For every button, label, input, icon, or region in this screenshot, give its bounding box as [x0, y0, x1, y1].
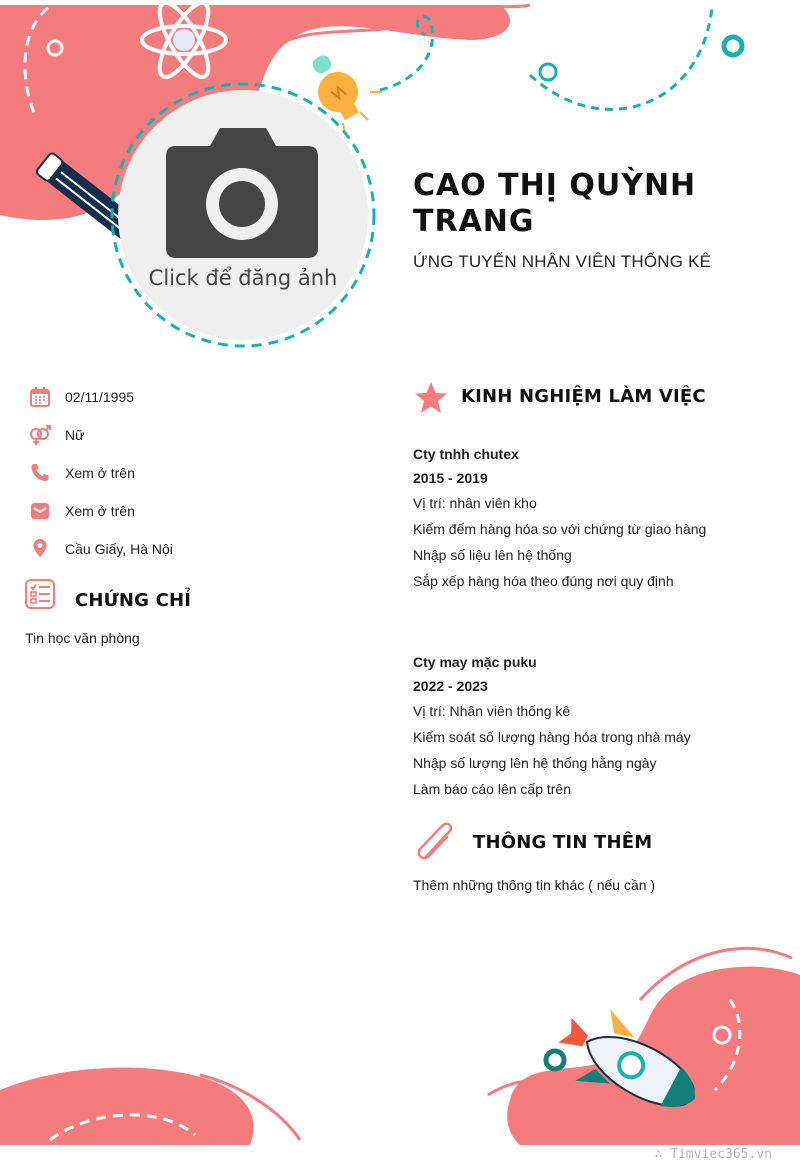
- job-period: 2022 - 2023: [413, 678, 488, 694]
- certificate-item: Tin học văn phòng: [25, 630, 140, 646]
- contact-email: [28, 499, 358, 523]
- job-detail: Kiểm soát số lượng hàng hóa trong nhà máy: [413, 729, 691, 745]
- contact-birthday: [28, 385, 358, 409]
- job-detail: Nhập số liệu lên hệ thống: [413, 547, 572, 563]
- job-detail: Làm báo cáo lên cấp trên: [413, 781, 571, 797]
- contact-address: [28, 537, 358, 561]
- watermark-icon: ∴: [654, 1147, 671, 1162]
- watermark: [655, 1147, 772, 1162]
- experience-title: KINH NGHIỆM LÀM VIỆC: [461, 386, 706, 407]
- avatar-upload[interactable]: [118, 90, 368, 340]
- email-text: Xem ở trên: [65, 503, 135, 519]
- calendar-icon: [28, 385, 52, 409]
- job-company: Cty tnhh chutex: [413, 446, 519, 462]
- job-detail: Sắp xếp hàng hóa theo đúng nơi quy định: [413, 573, 674, 589]
- phone-text: Xem ở trên: [65, 465, 135, 481]
- checklist-icon: [24, 578, 56, 610]
- birthday-text: 02/11/1995: [65, 389, 135, 405]
- address-text: Cầu Giấy, Hà Nội: [65, 541, 173, 557]
- job-detail: Vị trí: Nhân viên thống kê: [413, 703, 571, 719]
- job-company: Cty may mặc puku: [413, 654, 537, 670]
- extra-info-text: Thêm những thông tin khác ( nếu cần ): [413, 877, 656, 893]
- watermark-text: Timviec365.vn: [670, 1147, 772, 1162]
- contact-phone: [28, 461, 358, 485]
- gender-icon: [28, 423, 52, 447]
- email-icon: [28, 499, 52, 523]
- job-detail: Vị trí: nhân viên kho: [413, 495, 537, 511]
- job-detail: Kiểm đếm hàng hóa so với chứng từ giao hàng: [413, 521, 707, 537]
- contact-gender: [28, 423, 358, 447]
- location-pin-icon: [28, 537, 52, 561]
- applied-position: ỨNG TUYỂN NHÂN VIÊN THỐNG KÊ: [413, 252, 712, 271]
- job-detail: Nhập số lượng lên hệ thống hằng ngày: [413, 755, 657, 771]
- paperclip-icon: [415, 822, 459, 864]
- photo-caption: Click để đăng ảnh: [148, 266, 338, 290]
- certificates-title: CHỨNG CHỈ: [75, 590, 192, 611]
- star-icon: [413, 380, 449, 416]
- gender-text: Nữ: [65, 427, 85, 443]
- extra-info-title: THÔNG TIN THÊM: [473, 832, 653, 853]
- candidate-name: CAO THỊ QUỲNH TRANG: [413, 168, 697, 239]
- phone-icon: [28, 461, 52, 485]
- camera-icon: [118, 90, 368, 340]
- job-period: 2015 - 2019: [413, 470, 488, 486]
